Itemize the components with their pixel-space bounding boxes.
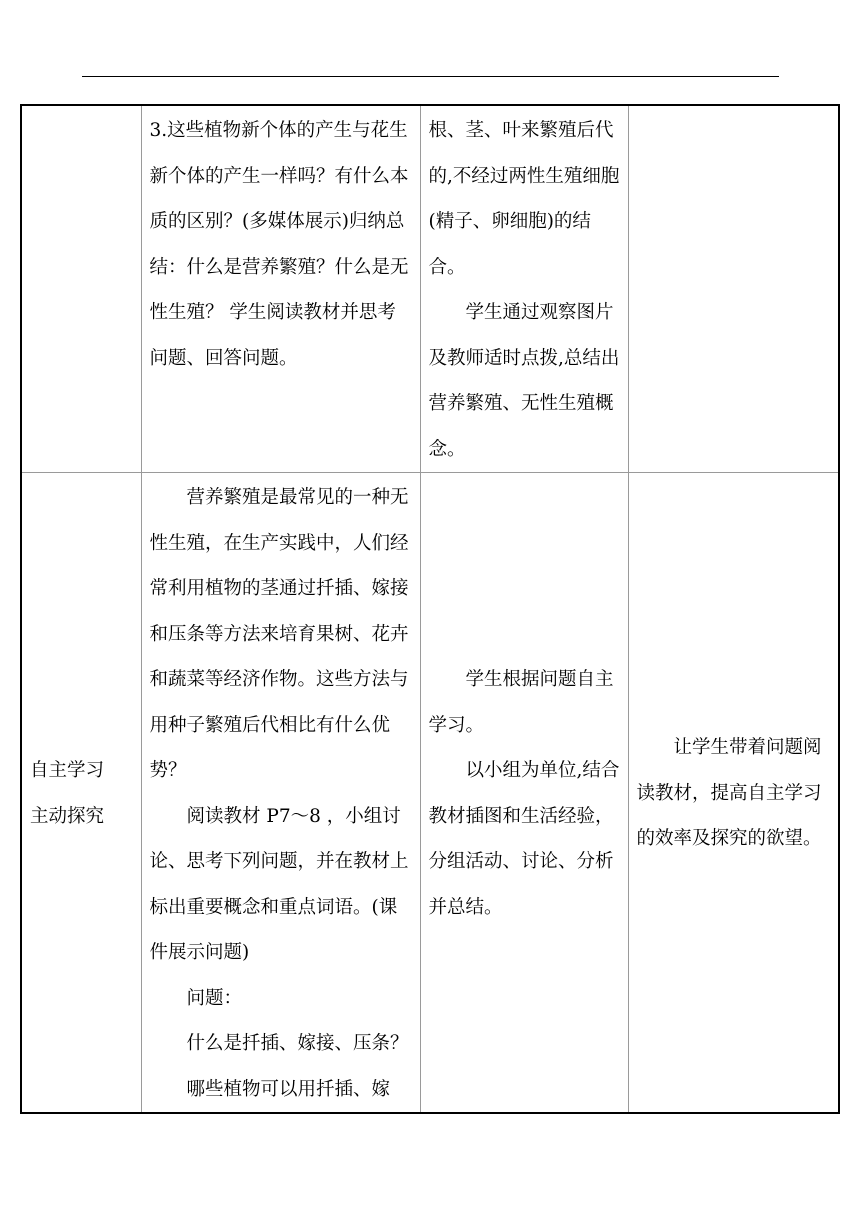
section-label-line2: 主动探究 bbox=[30, 805, 105, 827]
design-intent-cell bbox=[628, 105, 839, 473]
teacher-paragraph: 3.这些植物新个体的产生与花生新个体的产生一样吗？有什么本质的区别？(多媒体展示)归纳总结：什么是营养繁殖？什么是无性生殖？ 学生阅读教材并思考问题、回答问题。 bbox=[149, 120, 409, 369]
teacher-paragraph: 营养繁殖是最常见的一种无性生殖，在生产实践中，人们经常利用植物的茎通过扦插、嫁接和压条等方法来培育果树、花卉和蔬菜等经济作物。这些方法与用种子繁殖后代相比有什么优势？ bbox=[149, 487, 409, 781]
teacher-paragraph: 什么是扦插、嫁接、压条？ bbox=[186, 1033, 409, 1054]
student-paragraph: 以小组为单位,结合教材插图和生活经验，分组活动、讨论、分析并总结。 bbox=[428, 760, 620, 918]
section-cell bbox=[21, 105, 141, 473]
teacher-paragraph: 阅读教材 P7～8 ，小组讨论、思考下列问题，并在教材上标出重要概念和重点词语。(课件展示问题) bbox=[149, 805, 409, 963]
teacher-activity-cell bbox=[141, 473, 420, 1114]
student-paragraph: 学生通过观察图片及教师适时点拨,总结出营养繁殖、无性生殖概念。 bbox=[428, 302, 620, 460]
student-paragraph: 学生根据问题自主学习。 bbox=[428, 669, 614, 736]
student-activity-cell bbox=[420, 105, 628, 473]
teacher-activity-cell bbox=[141, 105, 420, 473]
teacher-paragraph: 哪些植物可以用扦插、嫁 bbox=[186, 1078, 391, 1100]
design-intent-cell bbox=[628, 473, 839, 1114]
student-paragraph: 根、茎、叶来繁殖后代的,不经过两性生殖细胞(精子、卵细胞)的结合。 bbox=[428, 120, 620, 278]
section-cell bbox=[21, 473, 141, 1114]
section-label-line1: 自主学习 bbox=[30, 760, 105, 781]
design-intent-text: 让学生带着问题阅读教材，提高自主学习的效率及探究的欲望。 bbox=[636, 737, 822, 850]
header-rule bbox=[82, 76, 779, 77]
table-row bbox=[21, 473, 839, 1114]
table-row bbox=[21, 105, 839, 473]
teacher-paragraph: 问题： bbox=[186, 987, 243, 1009]
student-activity-cell bbox=[420, 473, 628, 1114]
lesson-plan-table bbox=[20, 104, 840, 1114]
